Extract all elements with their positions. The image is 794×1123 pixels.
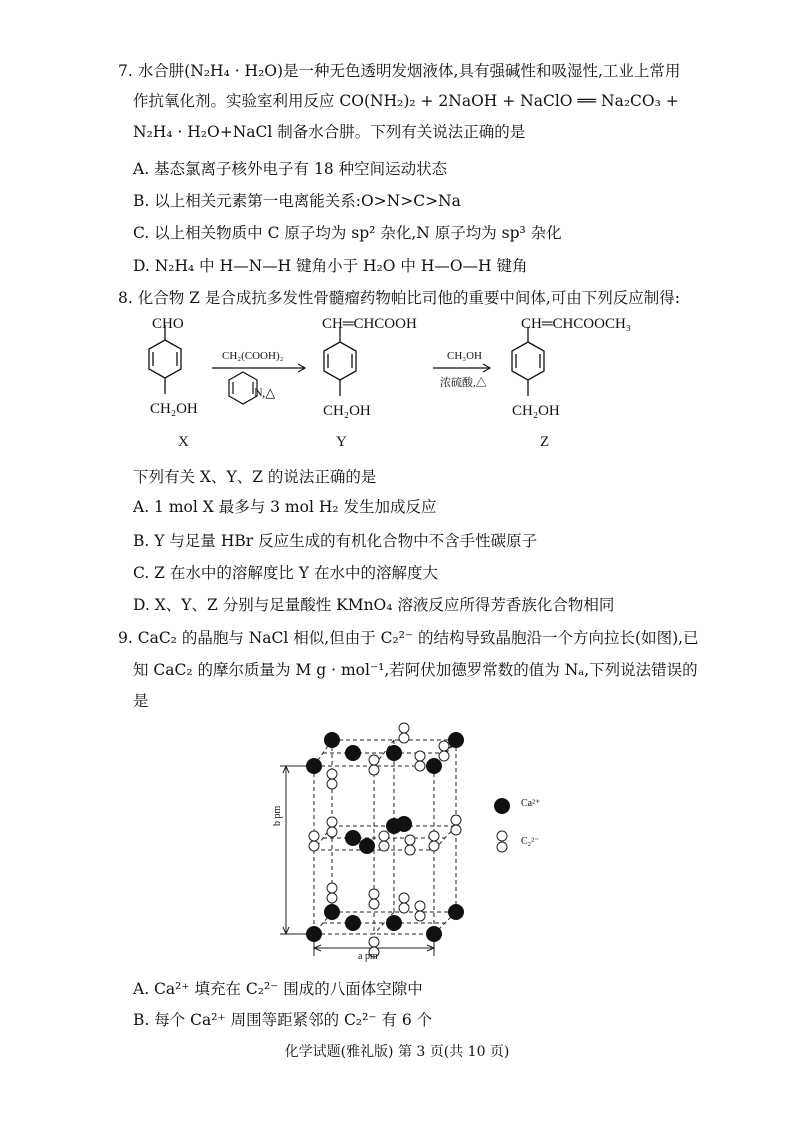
molecule-z-label: Z	[540, 434, 550, 450]
q7-option-d: D. N₂H₄ 中 H—N—H 键角小于 H₂O 中 H—O—H 键角	[133, 257, 528, 275]
arrow2-condition: 浓硫酸,△	[440, 377, 487, 389]
arrow-2	[433, 364, 490, 372]
arrow1-condition: ,△	[262, 385, 276, 400]
q9-option-a: A. Ca²⁺ 填充在 C₂²⁻ 围成的八面体空隙中	[133, 980, 423, 998]
arrow1-reagent: CH₂(COOH)₂	[222, 350, 284, 362]
reaction-scheme	[130, 312, 670, 462]
q8-option-b: B. Y 与足量 HBr 反应生成的有机化合物中不含手性碳原子	[133, 532, 538, 550]
molecule-z-ring	[512, 327, 544, 396]
molecule-x-bottom: CH₂OH	[150, 401, 198, 417]
arrow2-reagent: CH₃OH	[447, 350, 483, 362]
molecule-x-label: X	[178, 434, 189, 450]
q9-line1: 9. CaC₂ 的晶胞与 NaCl 相似,但由于 C₂²⁻ 的结构导致晶胞沿一个方向拉长(如图),已	[118, 629, 699, 647]
molecule-y-ring	[324, 327, 356, 396]
q9-line2: 知 CaC₂ 的摩尔质量为 M g · mol⁻¹,若阿伏加德罗常数的值为 Nₐ,下列说法错误的	[133, 661, 698, 679]
q7-option-a: A. 基态氯离子核外电子有 18 种空间运动状态	[133, 160, 448, 178]
q7-line1: 7. 水合肼(N₂H₄ · H₂O)是一种无色透明发烟液体,具有强碱性和吸湿性,工业上常用	[118, 62, 681, 80]
q8-line1: 8. 化合物 Z 是合成抗多发性骨髓瘤药物帕比司他的重要中间体,可由下列反应制得:	[118, 289, 680, 307]
q9-option-b: B. 每个 Ca²⁺ 周围等距紧邻的 C₂²⁻ 有 6 个	[133, 1011, 433, 1029]
q9-line3: 是	[133, 692, 149, 710]
page-footer: 化学试题(雅礼版) 第 3 页(共 10 页)	[284, 1044, 510, 1060]
molecule-x-top: CHO	[152, 316, 184, 332]
dimension-b-label: b pm	[272, 805, 283, 826]
molecule-z-top: CH═CHCOOCH₃	[521, 316, 632, 332]
dimension-a-label: a pm	[358, 951, 378, 962]
legend-c2-label: C₂²⁻	[521, 836, 540, 847]
legend-ca-label: Ca²⁺	[521, 798, 541, 809]
molecule-z-bottom: CH₂OH	[512, 403, 560, 419]
q7-option-b: B. 以上相关元素第一电离能关系:O>N>C>Na	[133, 192, 461, 210]
q7-option-c: C. 以上相关物质中 C 原子均为 sp² 杂化,N 原子均为 sp³ 杂化	[133, 224, 562, 242]
molecule-y-bottom: CH₂OH	[323, 403, 371, 419]
q8-stem: 下列有关 X、Y、Z 的说法正确的是	[133, 468, 377, 486]
molecule-y-top: CH═CHCOOH	[322, 316, 417, 332]
q7-line3: N₂H₄ · H₂O+NaCl 制备水合肼。下列有关说法正确的是	[133, 123, 526, 141]
q8-option-a: A. 1 mol X 最多与 3 mol H₂ 发生加成反应	[133, 498, 437, 516]
q7-line2: 作抗氧化剂。实验室利用反应 CO(NH₂)₂ + 2NaOH + NaClO ══ Na₂CO₃ +	[133, 92, 679, 110]
molecule-y-label: Y	[336, 434, 347, 450]
q8-option-d: D. X、Y、Z 分别与足量酸性 KMnO₄ 溶液反应所得芳香族化合物相同	[133, 596, 615, 614]
figure-legend	[494, 798, 510, 852]
q8-option-c: C. Z 在水中的溶解度比 Y 在水中的溶解度大	[133, 564, 438, 582]
pyridine-n: N	[254, 385, 263, 399]
molecule-x-ring	[149, 325, 181, 394]
